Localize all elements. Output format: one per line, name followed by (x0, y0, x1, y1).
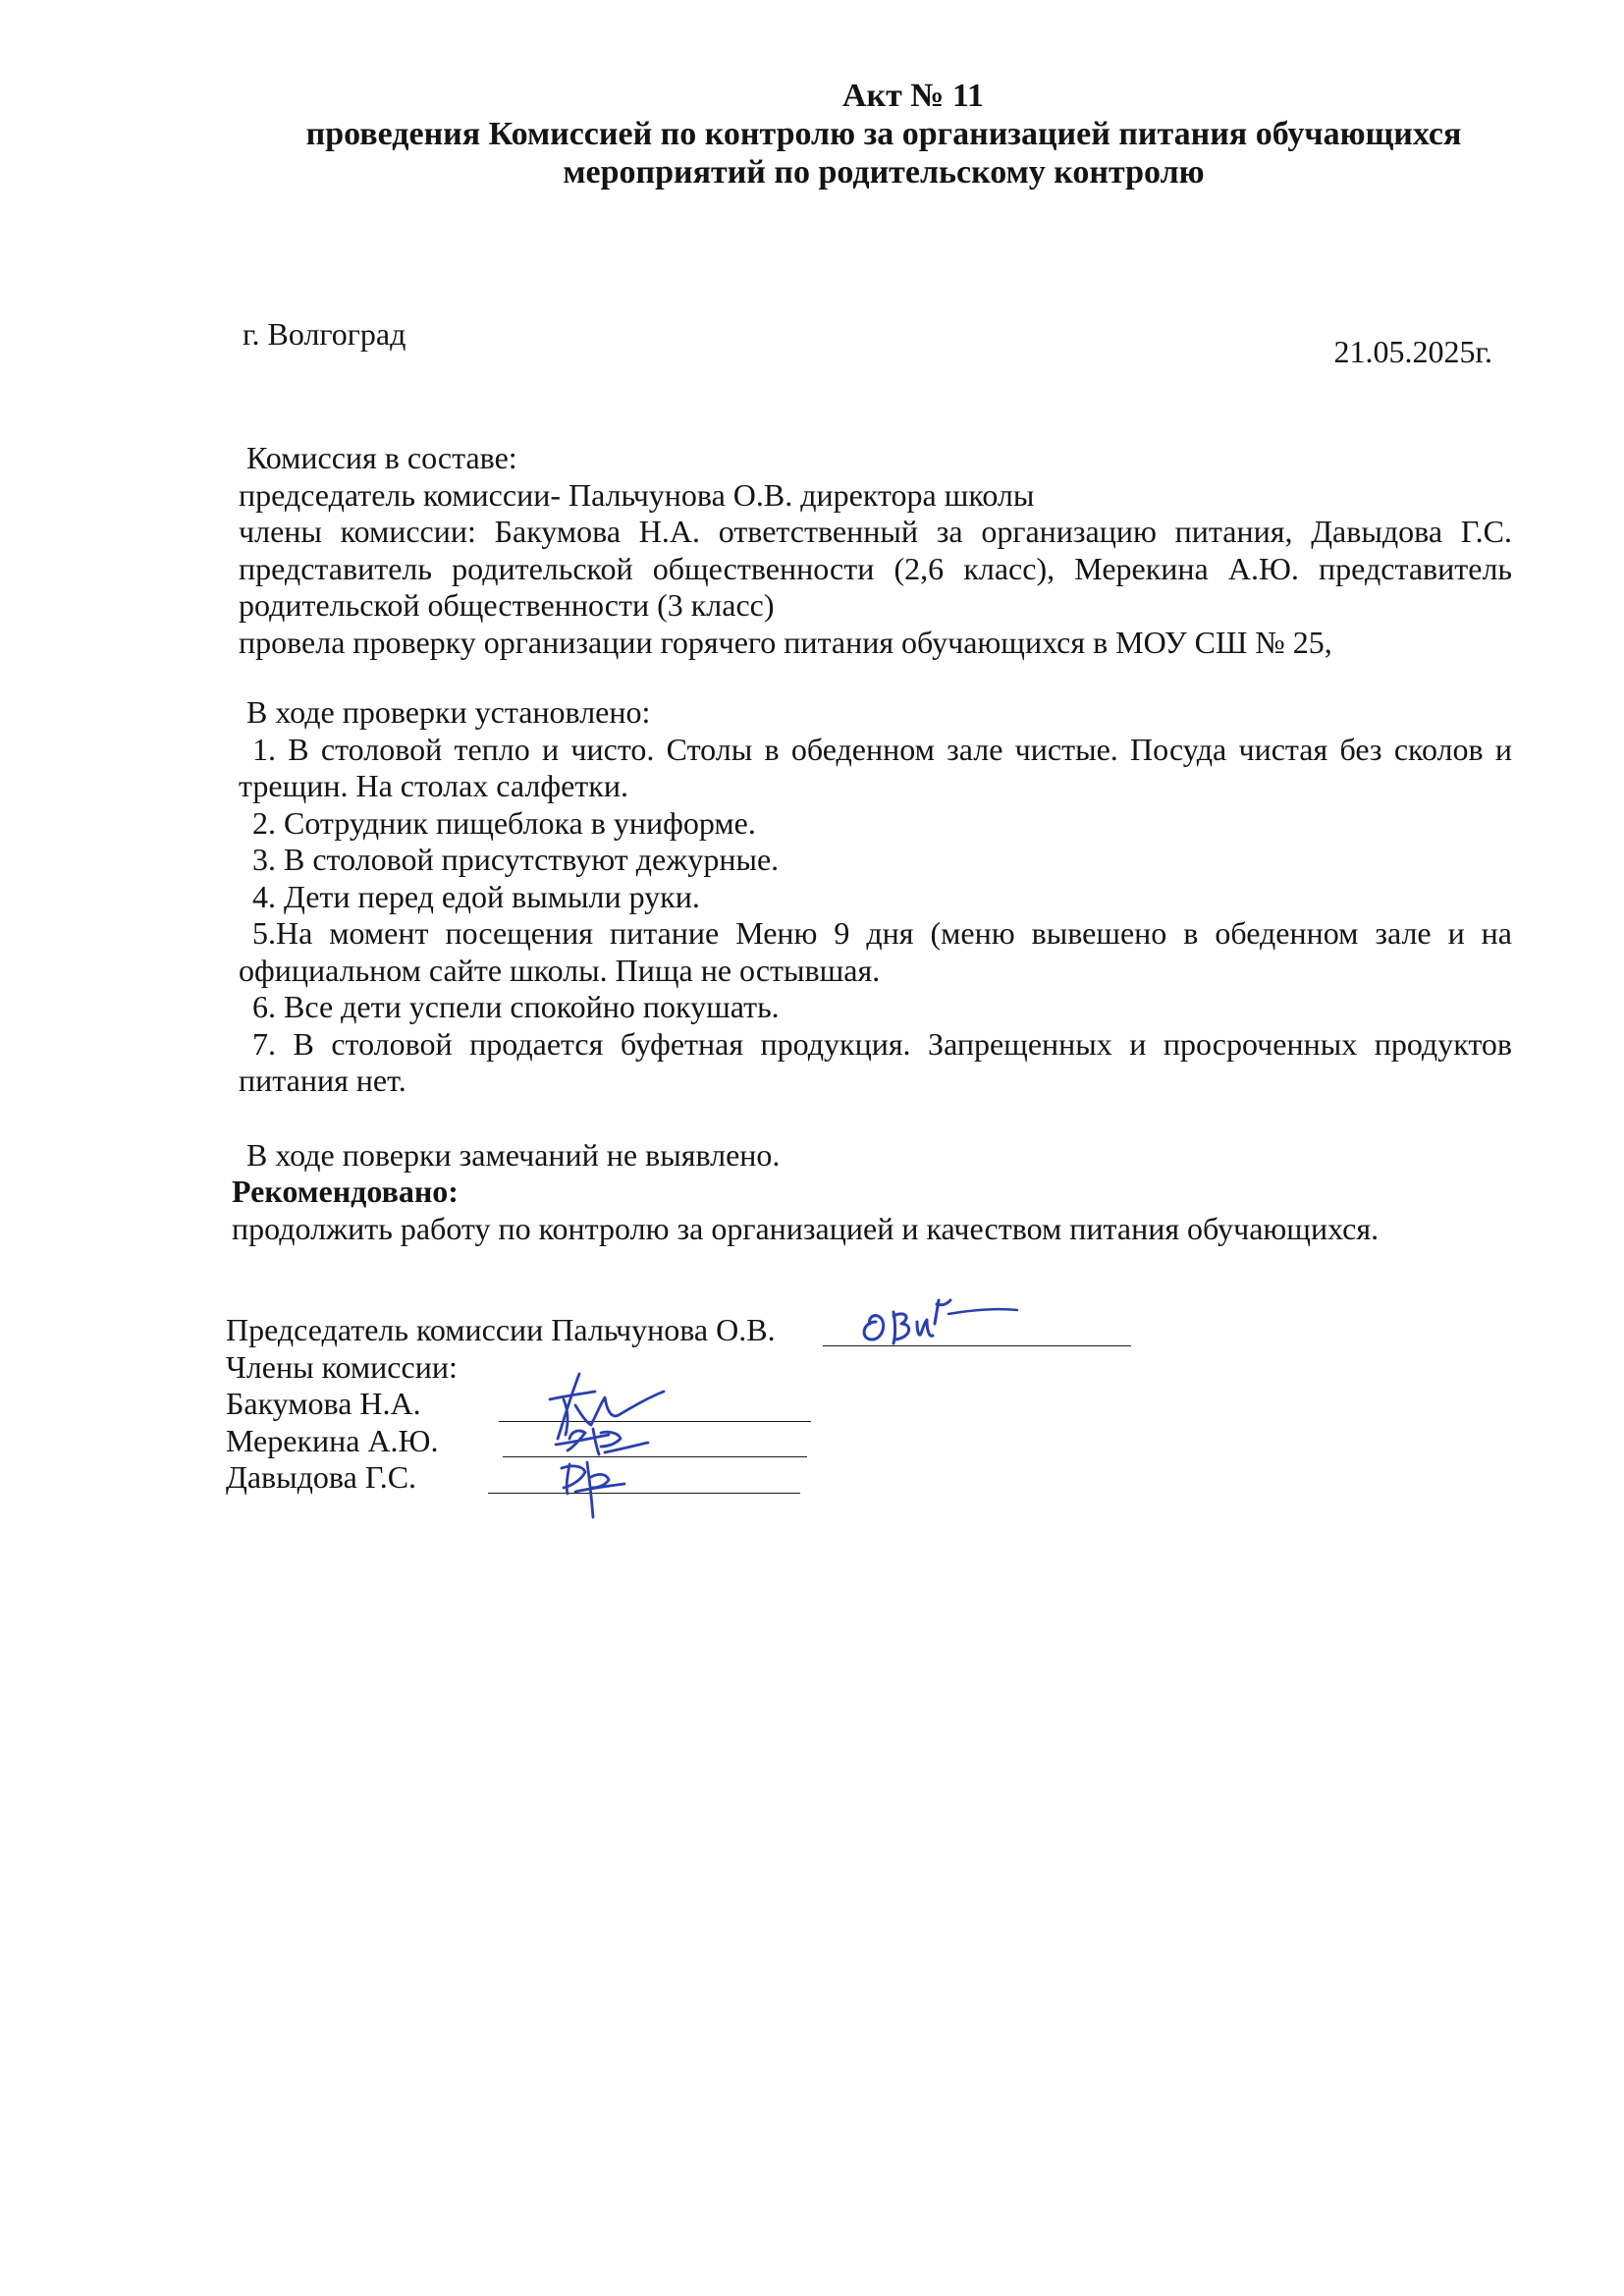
member-name-davydova: Давыдова Г.С. (226, 1459, 417, 1495)
commission-check-line: провела проверку организации горячего питания обучающихся в МОУ СШ № 25, (239, 624, 1332, 660)
members-label: Члены комиссии: (226, 1348, 458, 1385)
finding-item-6: 6. Все дети успели спокойно покушать. (252, 989, 780, 1024)
finding-item-7: 7. В столовой продается буфетная продукция. Запрещенных и просроченных продуктов питания нет. (239, 1025, 1512, 1098)
findings-intro: В ходе проверки установлено: (246, 694, 651, 730)
document-body (232, 440, 1512, 1247)
chair-signature-row (226, 1312, 776, 1349)
finding-item-5: 5.На момент посещения питание Меню 9 дня (меню вывешено в обеденном зале и на официальном сайте школы. Пища не остывшая. (239, 915, 1512, 988)
finding-item-2: 2. Сотрудник пищеблока в униформе. (252, 804, 756, 841)
member-signature-line-merekina (503, 1456, 807, 1457)
place-city: г. Волгоград (243, 316, 406, 352)
conclusion: В ходе поверки замечаний не выявлено. (246, 1136, 781, 1173)
document-subtitle-line-1: проведения Комиссией по контролю за организацией питания обучающихся (305, 116, 1462, 152)
commission-intro: Комиссия в составе: (246, 440, 517, 475)
chair-signature-label: Председатель комиссии Пальчунова О.В. (226, 1312, 776, 1347)
chair-handwritten-signature (854, 1294, 1021, 1353)
member-signature-line-davydova (488, 1493, 800, 1494)
finding-item-4: 4. Дети перед едой вымыли руки. (252, 878, 700, 914)
document-title: Акт № 11 (841, 78, 985, 114)
signature-block (226, 1312, 776, 1497)
document-header (245, 77, 1522, 191)
recommendation-label: Рекомендовано: (232, 1174, 459, 1209)
member-row-bakumova (226, 1386, 776, 1423)
member-row-merekina (226, 1423, 776, 1460)
member-name-merekina: Мерекина А.Ю. (226, 1422, 439, 1458)
member-name-bakumova: Бакумова Н.А. (226, 1386, 421, 1421)
members-label-row (226, 1349, 776, 1387)
document-date: 21.05.2025г. (1333, 334, 1492, 369)
commission-members: члены комиссии: Бакумова Н.А. ответственный за организацию питания, Давыдова Г.С. представитель родительской общественности (2,6 класс), Мерекина А.Ю. представитель родительской общественности (3 класс) (239, 514, 1512, 623)
recommendation-text: продолжить работу по контролю за организацией и качеством питания обучающихся. (232, 1210, 1380, 1246)
chair-signature-line (823, 1345, 1131, 1346)
member-row-davydova (226, 1459, 776, 1497)
finding-item-1: 1. В столовой тепло и чисто. Столы в обеденном зале чистые. Посуда чистая без сколов и трещин. На столах салфетки. (239, 731, 1512, 803)
commission-chair: председатель комиссии- Пальчунова О.В. директора школы (239, 476, 1035, 513)
document-subtitle-line-2: мероприятий по родительскому контролю (563, 154, 1205, 191)
finding-item-3: 3. В столовой присутствуют дежурные. (252, 842, 780, 877)
